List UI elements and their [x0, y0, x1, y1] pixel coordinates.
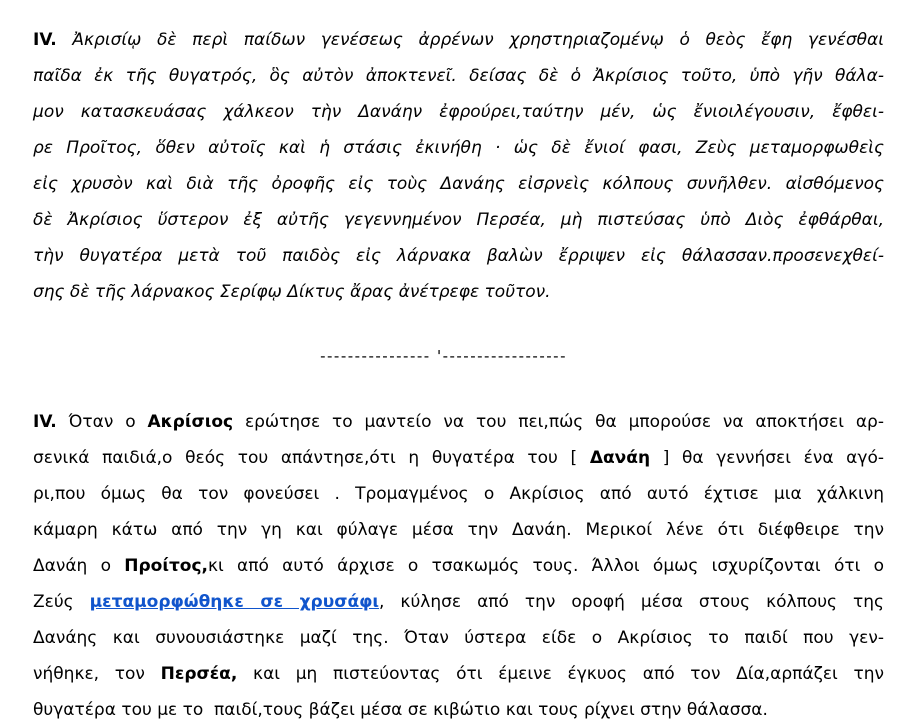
text-line [33, 166, 884, 202]
bold-text-run: Περσέα, [160, 664, 238, 684]
text-line [33, 94, 884, 130]
text-run: κι από αυτό άρχισε ο τσακωμός τους. Άλλοι όμως ισχυρίζονται ότι ο [208, 556, 884, 576]
text-line [33, 512, 884, 548]
text-run: ερώτησε το μαντείο να του πει,πώς θα μπορούσε να αποκτήσει αρ- [233, 412, 884, 432]
text-run: δὲ Ἀκρίσιος ὕστερον ἐξ αὐτῆς γεγεννημένον Περσέα, μὴ πιστεύσας ὑπὸ Διὸς ἐφθάρθαι, [33, 210, 884, 230]
bold-text-run: IV. [33, 412, 57, 432]
text-line [33, 404, 884, 440]
text-run: ρε Προῖτος, ὅθεν αὐτοῖς καὶ ἡ στάσις ἐκινήθη · ὡς δὲ ἔνιοί φασι, Ζεὺς μεταμορφωθεὶς [33, 138, 884, 158]
modern-greek-paragraph [33, 404, 884, 728]
text-run: εἰς χρυσὸν καὶ διὰ τῆς ὀροφῆς εἰς τοὺς Δανάης εἰσρνεὶς κόλπους συνῆλθεν. αἰσθόμενος [33, 174, 884, 194]
bold-text-run: Ακρίσιος [147, 412, 234, 432]
text-run: σενικά παιδιά,ο θεός του απάντησε,ότι η θυγατέρα του [ [33, 448, 590, 468]
text-run: θυγατέρα του με το παιδί,τους βάζει μέσα σε κιβώτιο και τους ρίχνει στην θάλασσα. [33, 700, 768, 720]
text-line [33, 548, 884, 584]
text-line [33, 238, 884, 274]
text-line [33, 692, 884, 728]
text-run: ] θα γεννήσει ένα αγό- [650, 448, 884, 468]
text-run: και μη πιστεύοντας ότι έμεινε έγκυος από τον Δία,αρπάζει την [237, 664, 884, 684]
text-run: παῖδα ἐκ τῆς θυγατρός, ὃς αὐτὸν ἀποκτενεῖ. δείσας δὲ ὁ Ἀκρίσιος τοῦτο, ὑπὸ γῆν θάλα- [33, 66, 884, 86]
text-run: Ἀκρισίῳ δὲ περὶ παίδων γενέσεως ἀρρένων χρηστηριαζομένῳ ὁ θεὸς ἔφη γενέσθαι [56, 30, 884, 50]
text-line [33, 440, 884, 476]
text-line [33, 584, 884, 620]
ancient-greek-paragraph [33, 22, 884, 310]
text-run: Δανάη ο [33, 556, 125, 576]
text-run: , κύλησε από την οροφή μέσα στους κόλπους της [379, 592, 885, 612]
text-run: ρι,που όμως θα τον φονεύσει . Τρομαγμένος ο Ακρίσιος από αυτό έχτισε μια χάλκινη [33, 484, 884, 504]
text-run: Ζεύς [33, 592, 90, 612]
bold-text-run: Δανάη [589, 448, 651, 468]
text-line [33, 620, 884, 656]
text-run: Όταν ο [56, 412, 148, 432]
text-run: Δανάης και συνουσιάστηκε μαζί της. Όταν ύστερα είδε ο Ακρίσιος το παιδί που γεν- [33, 628, 884, 648]
text-run: τὴν θυγατέρα μετὰ τοῦ παιδὸς εἰς λάρνακα βαλὼν ἔρριψεν εἰς θάλασσαν.προσενεχθεί- [33, 246, 884, 266]
text-run: νήθηκε, τον [33, 664, 161, 684]
separator-dashes: ---------------- '------------------ [320, 347, 567, 365]
text-line [33, 58, 884, 94]
hyperlink-transformed-to-gold[interactable]: μεταμορφώθηκε σε χρυσάφι [89, 592, 380, 612]
text-line [33, 130, 884, 166]
text-run: σης δὲ τῆς λάρνακος Σερίφῳ Δίκτυς ἄρας ἀνέτρεφε τοῦτον. [33, 282, 551, 302]
text-line [33, 202, 884, 238]
text-line [33, 476, 884, 512]
bold-text-run: Προίτος, [124, 556, 209, 576]
text-run: μον κατασκευάσας χάλκεον τὴν Δανάην ἐφρούρει,ταύτην μέν, ὡς ἔνιοιλέγουσιν, ἔφθει- [33, 102, 884, 122]
text-line [33, 656, 884, 692]
text-line [33, 274, 884, 310]
bold-text-run: IV. [33, 30, 57, 50]
section-separator [33, 314, 829, 398]
text-line [33, 22, 884, 58]
text-run: κάμαρη κάτω από την γη και φύλαγε μέσα την Δανάη. Μερικοί λένε ότι διέφθειρε την [33, 520, 884, 540]
